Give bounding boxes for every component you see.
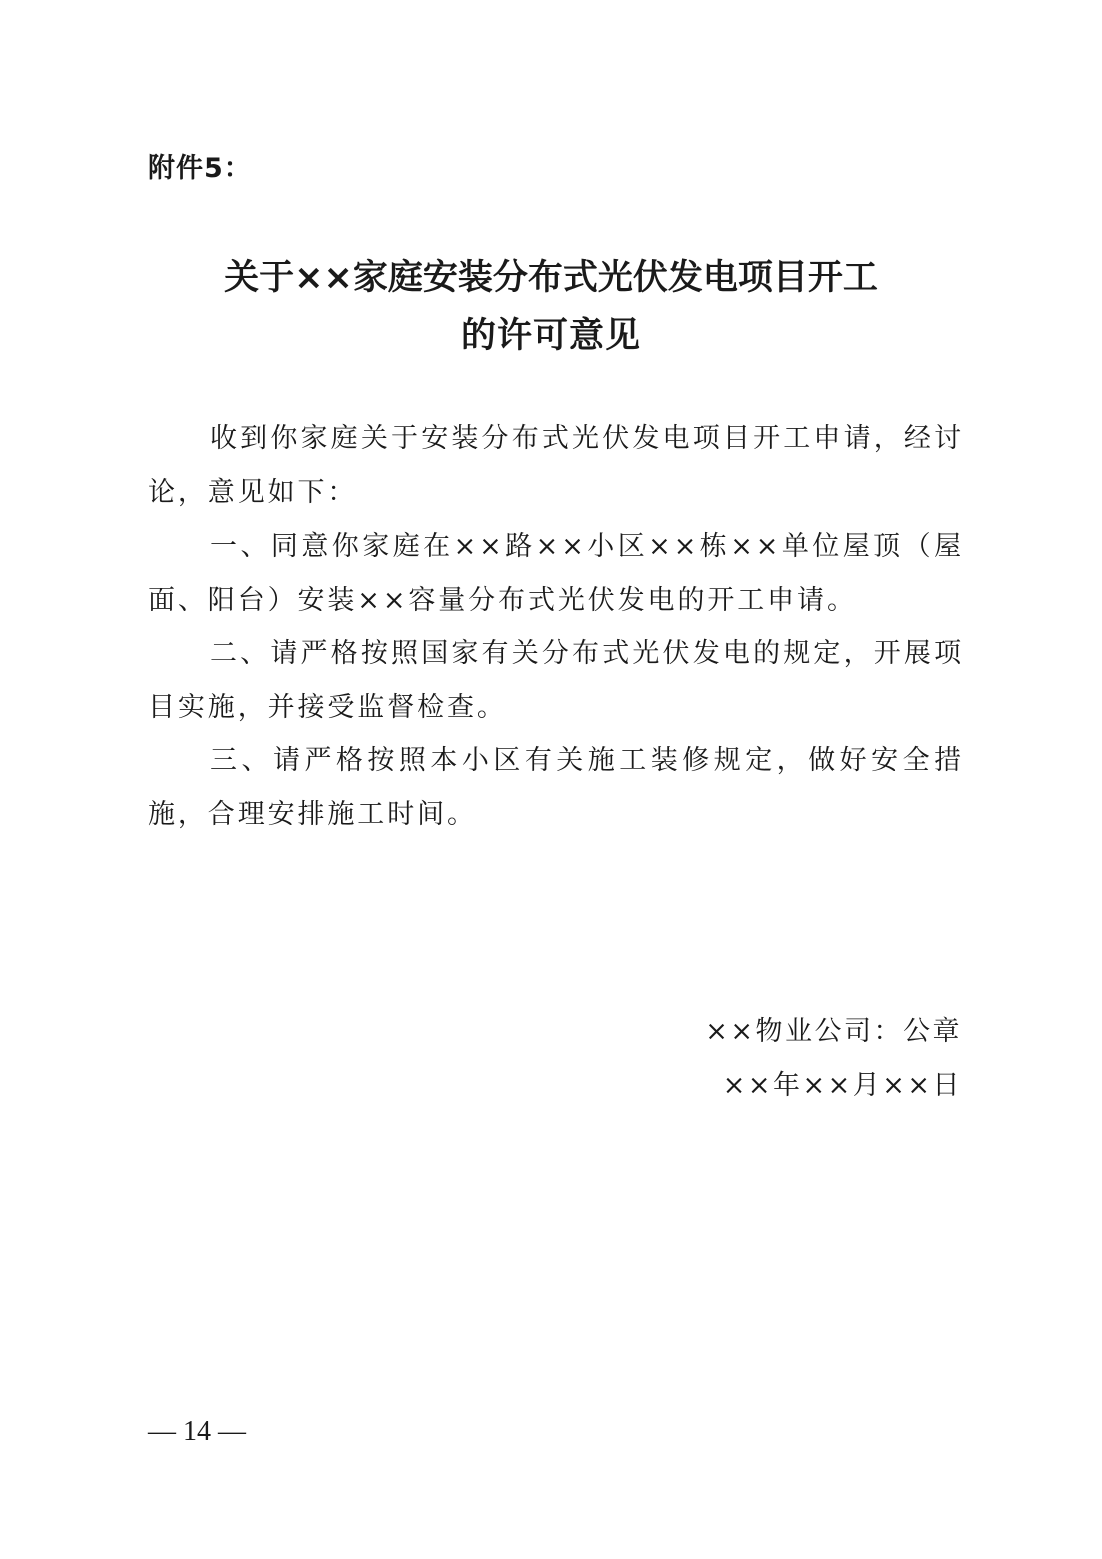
opinion-item-2: 二、请严格按照国家有关分布式光伏发电的规定，开展项目实施，并接受监督检查。 — [148, 638, 964, 723]
attachment-label: 附件5： — [148, 153, 252, 184]
document-title-line-2: 的许可意见 — [460, 316, 641, 356]
opinion-item-3: 三、请严格按照本小区有关施工装修规定，做好安全措施，合理安排施工时间。 — [148, 745, 964, 830]
opinion-item-1: 一、同意你家庭在××路××小区××栋××单位屋顶（屋面、阳台）安装××容量分布式光伏发电的开工申请。 — [148, 531, 964, 616]
document-title-line-1: 关于××家庭安装分布式光伏发电项目开工 — [224, 258, 878, 298]
signature-date: ××年××月××日 — [722, 1070, 962, 1101]
signature-company: ××物业公司：公章 — [705, 1016, 962, 1047]
page-number: — 14 — — [148, 1416, 246, 1447]
intro-paragraph: 收到你家庭关于安装分布式光伏发电项目开工申请，经讨论，意见如下： — [148, 423, 964, 508]
